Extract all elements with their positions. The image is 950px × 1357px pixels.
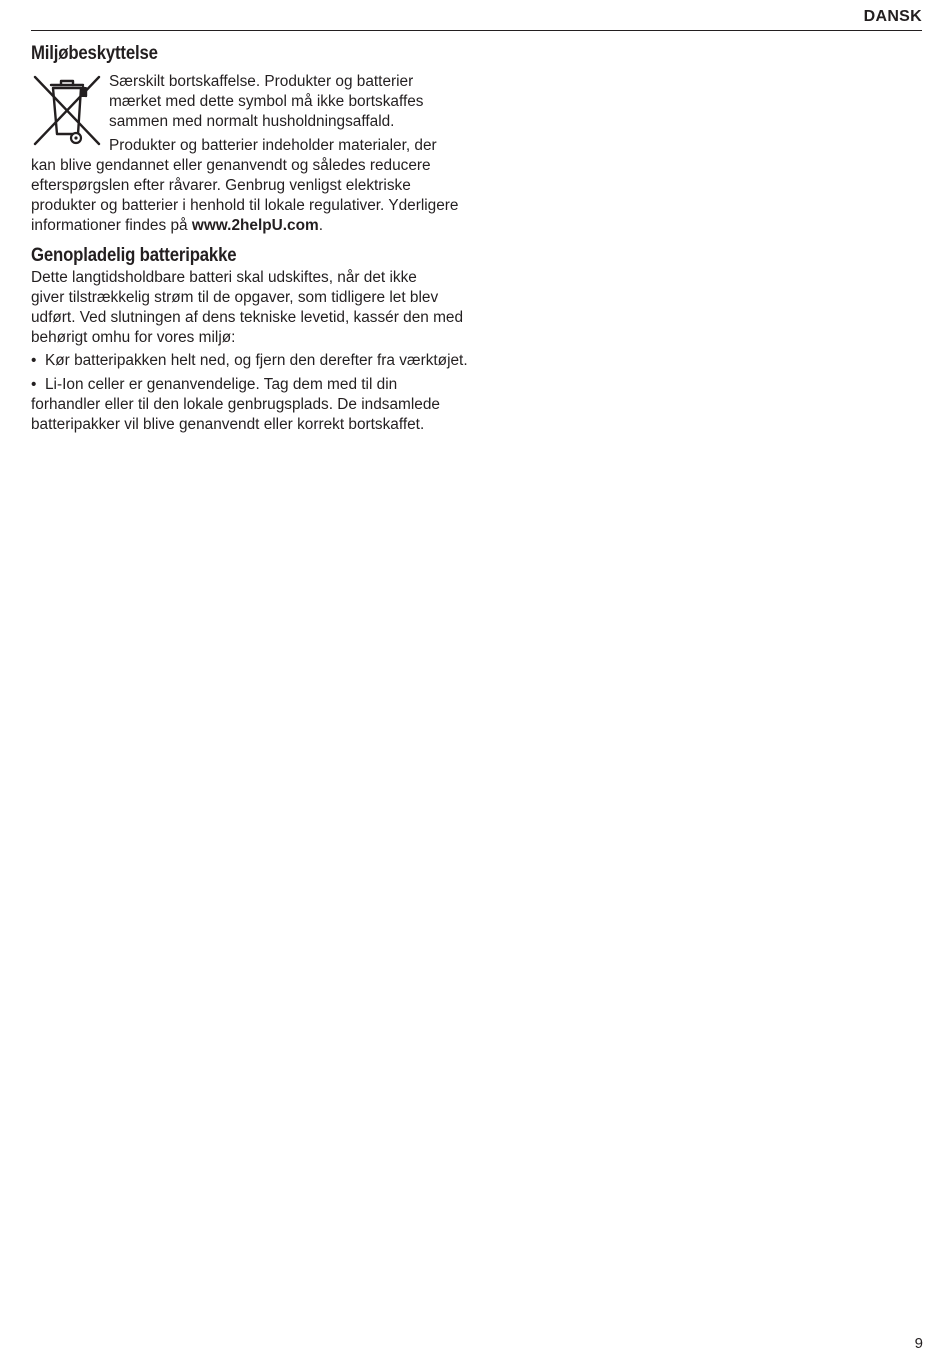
list-item [31, 375, 471, 436]
recycling-paragraph [31, 136, 471, 237]
content-column [31, 40, 471, 438]
intro-line: sammen med normalt husholdningsaffald. [109, 113, 395, 131]
environment-section [31, 72, 471, 237]
bullet-text: Kør batteripakken helt ned, og fjern den derefter fra værktøjet. [45, 352, 468, 370]
crossed-out-wheelie-bin-icon [31, 74, 103, 148]
intro-line: mærket med dette symbol må ikke bortskaffes [109, 93, 424, 111]
paragraph-line: behørigt omhu for vores miljø: [31, 329, 236, 347]
bullet-text: forhandler eller til den lokale genbrugsplads. De indsamlede [31, 395, 440, 413]
website-link[interactable]: www.2helpU.com [191, 217, 319, 235]
intro-line: Særskilt bortskaffelse. Produkter og batterier [109, 73, 414, 90]
paragraph-line: efterspørgslen efter råvarer. Genbrug venligst elektriske [31, 177, 411, 195]
paragraph-line: giver tilstrækkelig strøm til de opgaver, som tidligere let blev [31, 288, 439, 306]
page-number: 9 [914, 1335, 923, 1352]
bullet-icon: • [31, 352, 37, 370]
paragraph-line: udført. Ved slutningen af dens tekniske levetid, kassér den med [31, 309, 464, 327]
battery-paragraph [31, 268, 471, 349]
battery-bullet-list [31, 351, 471, 435]
paragraph-line: Produkter og batterier indeholder materialer, der [109, 136, 437, 154]
paragraph-line: informationer findes på [31, 217, 192, 235]
bullet-text: Li-Ion celler er genanvendelige. Tag dem med til din [45, 375, 398, 393]
period: . [318, 217, 323, 235]
bullet-text: batteripakker vil blive genanvendt eller korrekt bortskaffet. [31, 416, 425, 434]
section-title-battery: Genopladelig batteripakke [31, 243, 237, 266]
language-label: DANSK [863, 8, 922, 25]
header-rule [31, 30, 922, 31]
list-item [31, 351, 471, 371]
paragraph-line: produkter og batterier i henhold til lokale regulativer. Yderligere [31, 197, 459, 215]
bullet-icon: • [31, 375, 37, 393]
paragraph-line: Dette langtidsholdbare batteri skal udskiftes, når det ikke [31, 268, 417, 286]
paragraph-line: kan blive gendannet eller genanvendt og således reducere [31, 156, 431, 174]
section-title-environment: Miljøbeskyttelse [31, 42, 158, 64]
